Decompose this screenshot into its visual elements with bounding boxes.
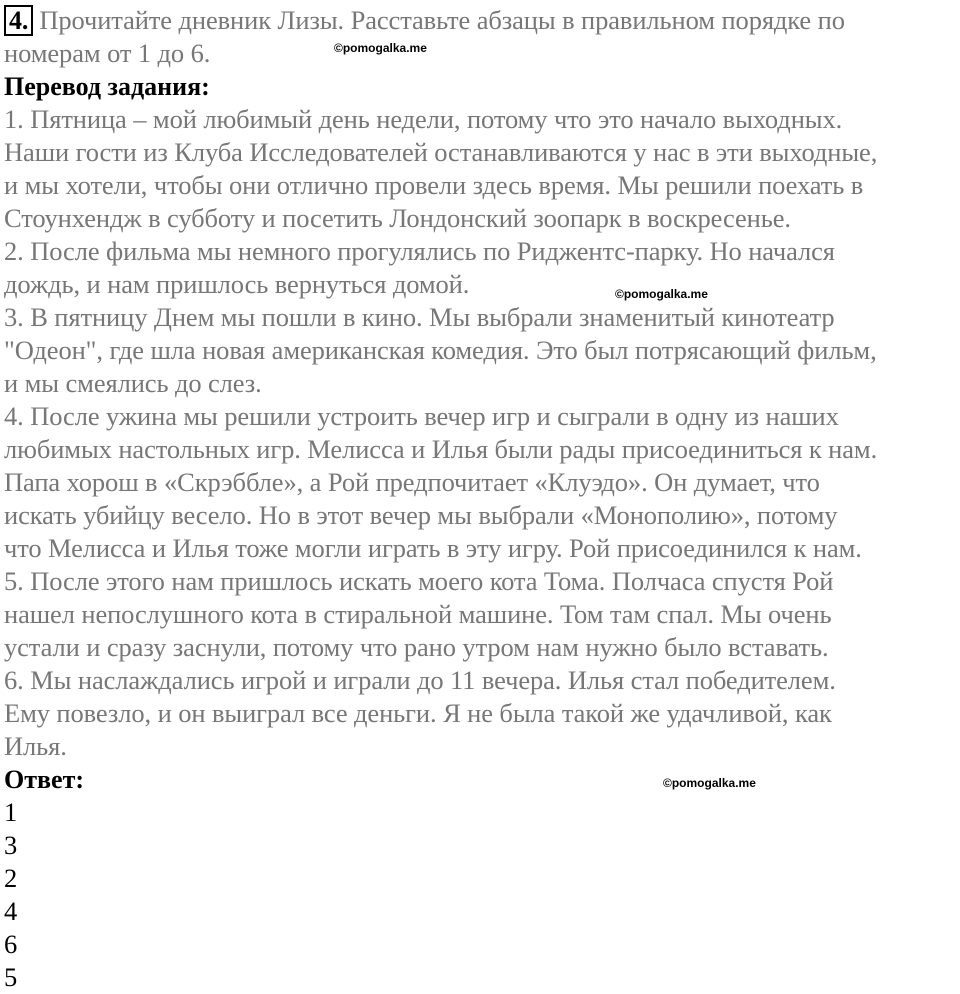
translation-heading: Перевод задания: <box>4 72 210 101</box>
answer-item: 5 <box>4 962 18 992</box>
translation-line: 6. Мы наслаждались игрой и играли до 11 вечера. Илья стал победителем. <box>4 665 836 695</box>
answer-list <box>4 796 958 994</box>
translation-body <box>4 103 958 763</box>
watermark-text: ©pomogalka.me <box>334 41 427 55</box>
answer-item: 3 <box>4 830 18 860</box>
document-page <box>4 4 958 994</box>
translation-line: дождь, и нам пришлось вернуться домой. <box>4 269 470 299</box>
watermark-text: ©pomogalka.me <box>663 776 756 790</box>
translation-line: искать убийцу весело. Но в этот вечер мы выбрали «Монополию», потому <box>4 500 838 530</box>
translation-line: что Мелисса и Илья тоже могли играть в эту игру. Рой присоединился к нам. <box>4 533 862 563</box>
task-text-line-2: номерам от 1 до 6. <box>4 38 211 68</box>
translation-line: 4. После ужина мы решили устроить вечер игр и сыграли в одну из наших <box>4 401 839 431</box>
translation-line: и мы хотели, чтобы они отлично провели здесь время. Мы решили поехать в <box>4 170 864 200</box>
answer-item: 1 <box>4 797 18 827</box>
answer-heading: Ответ: <box>4 765 85 794</box>
translation-line: 5. После этого нам пришлось искать моего кота Тома. Полчаса спустя Рой <box>4 566 834 596</box>
translation-line: нашел непослушного кота в стиральной машине. Том там спал. Мы очень <box>4 599 832 629</box>
translation-line: 3. В пятницу Днем мы пошли в кино. Мы выбрали знаменитый кинотеатр <box>4 302 835 332</box>
task-line-1 <box>4 4 958 37</box>
translation-line: Наши гости из Клуба Исследователей останавливаются у нас в эти выходные, <box>4 137 878 167</box>
translation-line: устали и сразу заснули, потому что рано утром нам нужно было вставать. <box>4 632 829 662</box>
task-text-line-1: Прочитайте дневник Лизы. Расставьте абзацы в правильном порядке по <box>39 5 845 35</box>
task-number-box: 4. <box>4 5 33 36</box>
answer-item: 2 <box>4 863 18 893</box>
translation-line: любимых настольных игр. Мелисса и Илья были рады присоединиться к нам. <box>4 434 878 464</box>
translation-line: "Одеон", где шла новая американская комедия. Это был потрясающий фильм, <box>4 335 877 365</box>
translation-line: 2. После фильма мы немного прогулялись по Риджентс-парку. Но начался <box>4 236 835 266</box>
answer-item: 4 <box>4 896 18 926</box>
translation-line: 1. Пятница – мой любимый день недели, потому что это начало выходных. <box>4 104 843 134</box>
translation-line: Стоунхендж в субботу и посетить Лондонский зоопарк в воскресенье. <box>4 203 791 233</box>
translation-line: Папа хорош в «Скрэббле», а Рой предпочитает «Клуэдо». Он думает, что <box>4 467 820 497</box>
answer-item: 6 <box>4 929 18 959</box>
translation-line: Илья. <box>4 731 67 761</box>
translation-line: Ему повезло, и он выиграл все деньги. Я не была такой же удачливой, как <box>4 698 832 728</box>
watermark-text: ©pomogalka.me <box>615 287 708 301</box>
translation-line: и мы смеялись до слез. <box>4 368 262 398</box>
